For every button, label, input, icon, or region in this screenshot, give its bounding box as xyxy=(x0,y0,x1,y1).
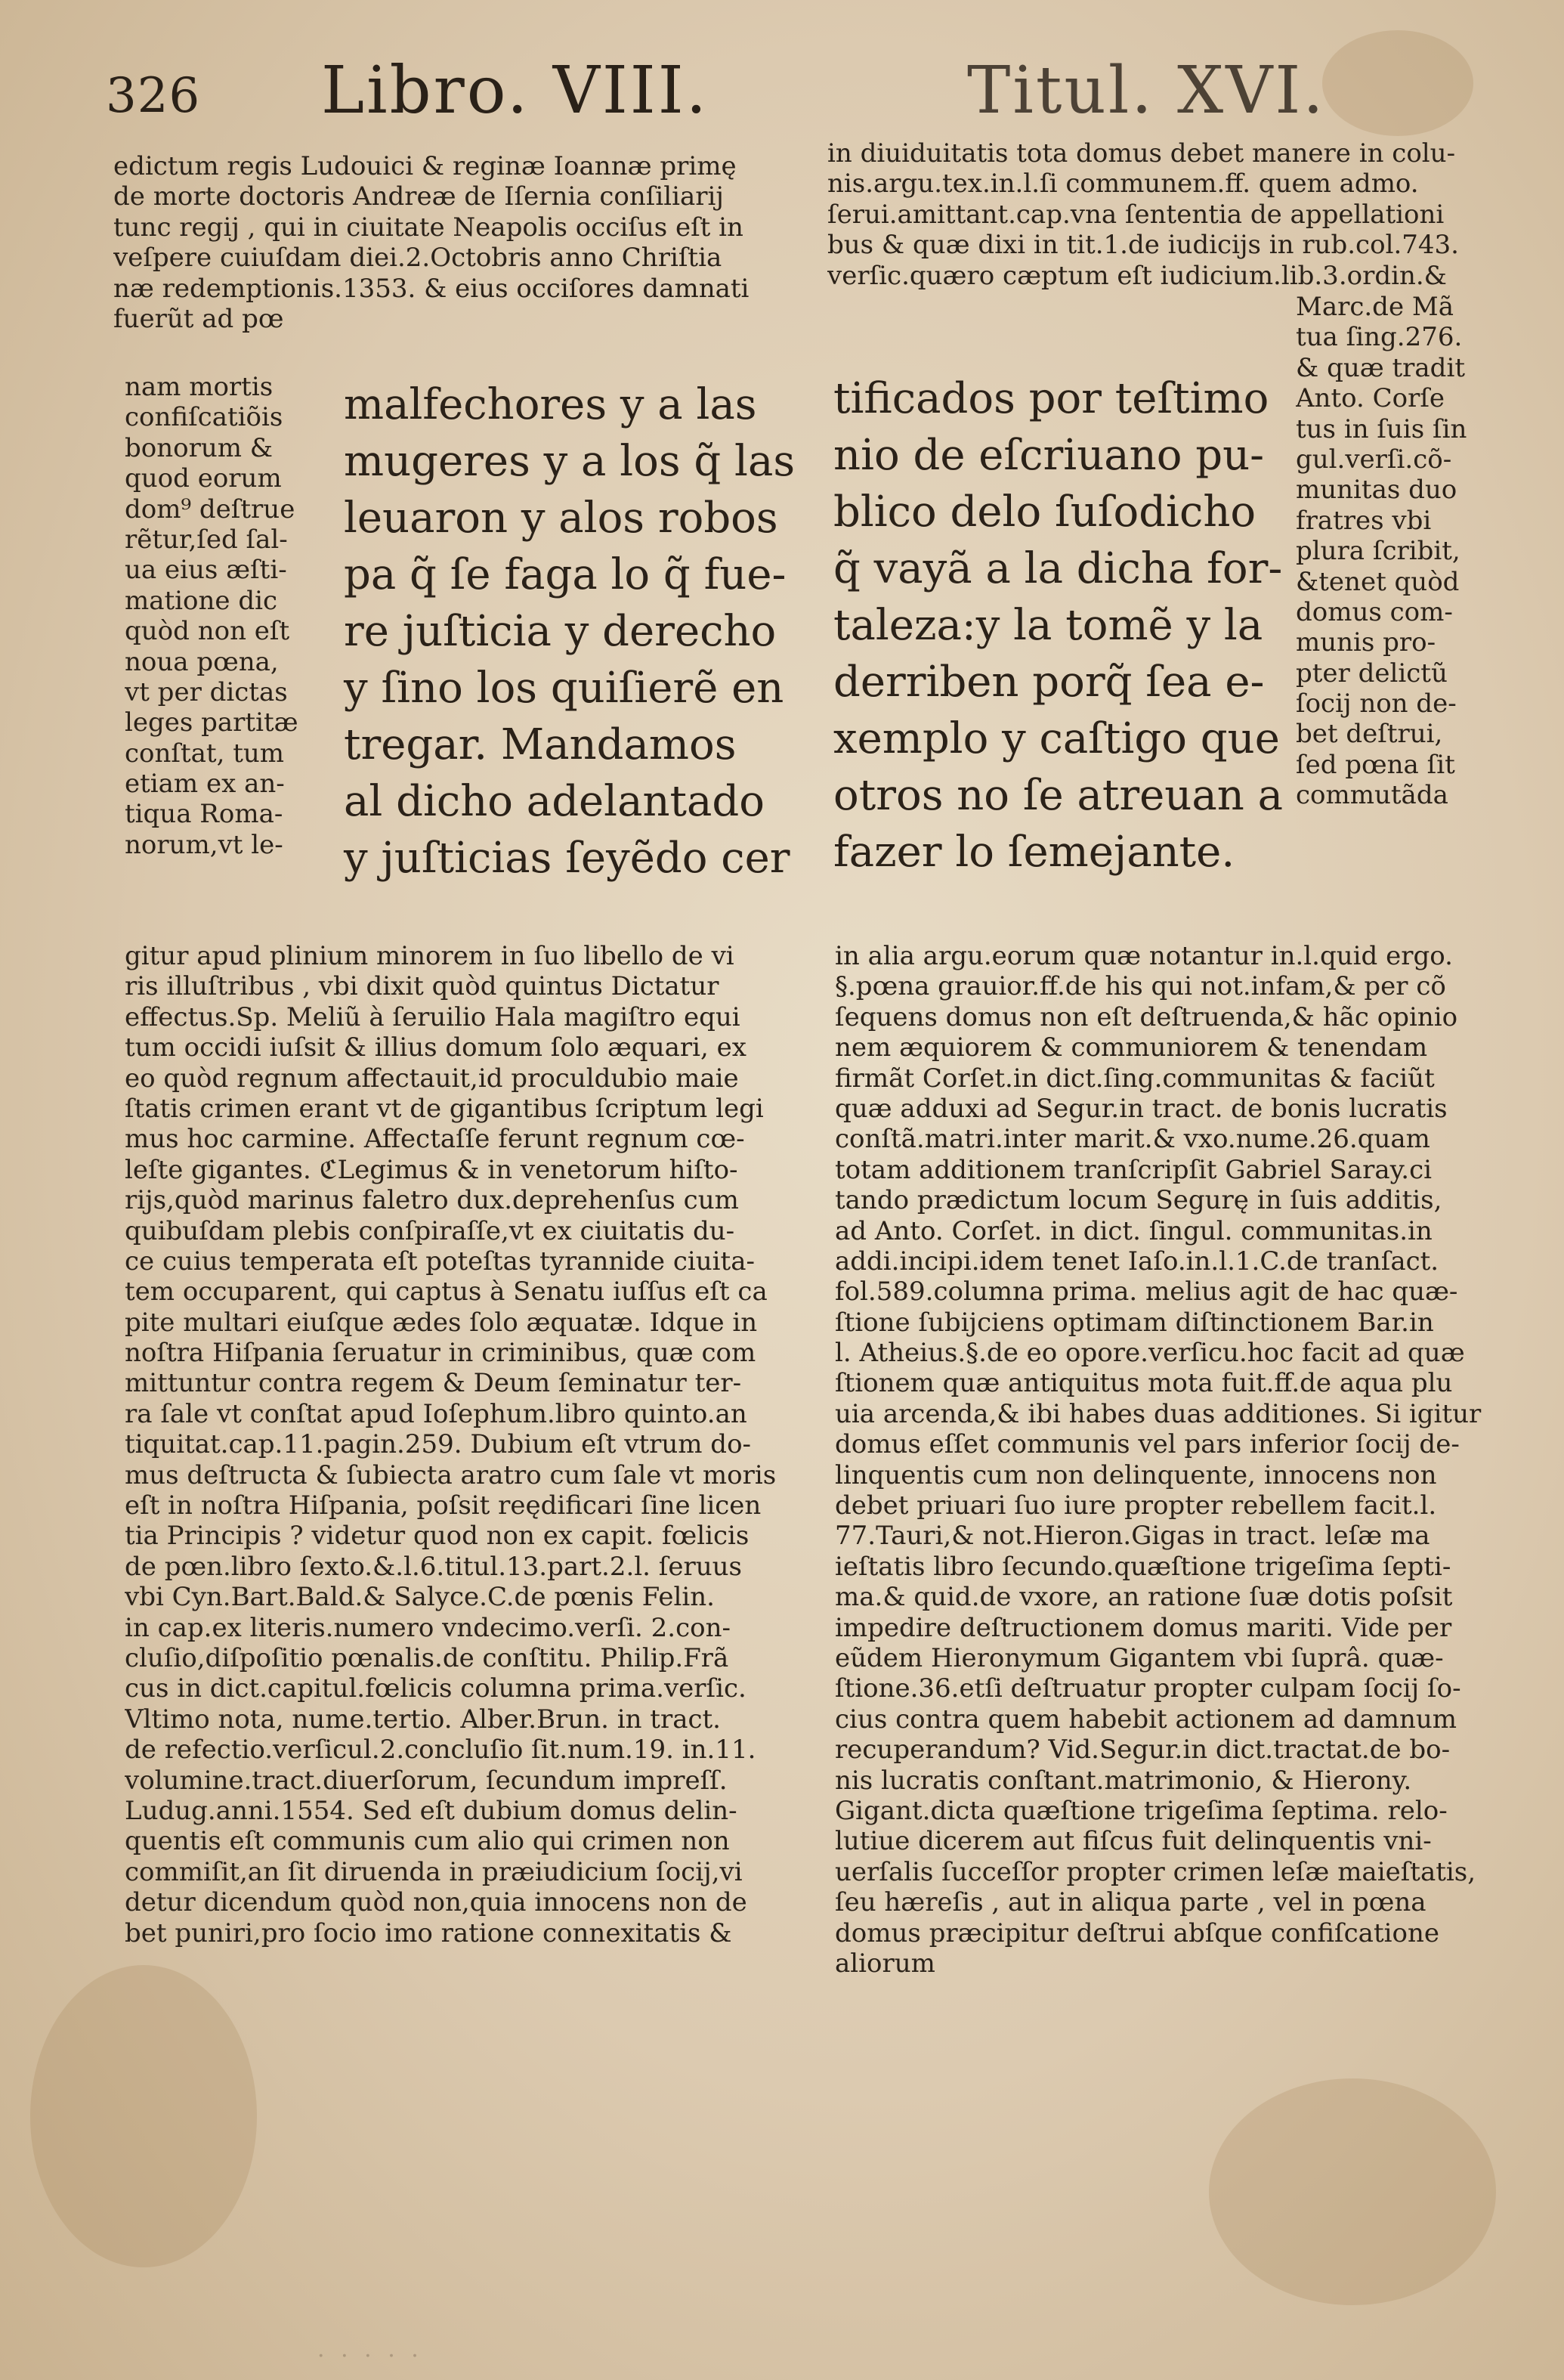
gloss-line: munis pro- xyxy=(1296,627,1436,658)
gloss-line: addi.incipi.idem tenet Iaſo.in.l.1.C.de tranſact. xyxy=(835,1246,1439,1277)
gloss-line: Ludug.anni.1554. Sed eſt dubium domus delin- xyxy=(125,1795,737,1826)
gloss-line: de refectio.verſicul.2.concluſio ſit.num.19. in.11. xyxy=(125,1735,756,1766)
gloss-line: ſtionem quæ antiquitus mota fuit.ff.de aqua plu xyxy=(835,1368,1453,1399)
gloss-line: nem æquiorem & communiorem & tenendam xyxy=(835,1032,1428,1063)
gloss-line: debet priuari ſuo iure propter rebellem facit.l. xyxy=(835,1490,1437,1521)
gloss-line: recuperandum? Vid.Segur.in dict.tractat.de bo- xyxy=(835,1735,1451,1766)
gloss-line: cius contra quem habebit actionem ad damnum xyxy=(835,1704,1457,1735)
gloss-line: noſtra Hiſpania ſeruatur in criminibus, quæ com xyxy=(125,1338,756,1369)
gloss-line: leſte gigantes. ℭLegimus & in venetorum hiſto- xyxy=(125,1154,738,1185)
main-text-line: taleza:y la tomẽ y la xyxy=(833,601,1263,650)
gloss-line: næ redemptionis.1353. & eius occiſores damnati xyxy=(113,273,750,304)
gloss-line: fuerũt ad pœ xyxy=(113,303,284,334)
gloss-line: dom⁹ deſtrue xyxy=(125,494,295,525)
gloss-line: edictum regis Ludouici & reginæ Ioannæ primę xyxy=(113,151,737,181)
gloss-line: in diuiduitatis tota domus debet manere in colu- xyxy=(827,138,1456,169)
main-text-line: leuaron y alos robos xyxy=(344,494,778,543)
gloss-line: gitur apud plinium minorem in ſuo libello de vi xyxy=(125,941,734,971)
left-side-gloss xyxy=(125,372,306,860)
gloss-line: verſic.quæro cæptum eſt iudicium.lib.3.ordin.& xyxy=(827,260,1447,291)
gloss-line: confiſcatiõis xyxy=(125,402,283,433)
gloss-line: uia arcenda,& ibi habes duas additiones. Si igitur xyxy=(835,1398,1482,1429)
gloss-line: tum occidi iuſsit & illius domum ſolo æquari, ex xyxy=(125,1032,746,1063)
gloss-line: gul.verſi.cõ- xyxy=(1296,444,1452,475)
gloss-line: bet puniri,pro ſocio imo ratione connexitatis & xyxy=(125,1917,732,1948)
main-text-line: y juſticias ſeyẽdo cer xyxy=(344,834,790,883)
gloss-line: aliorum xyxy=(835,1948,935,1979)
main-text-line: tificados por teſtimo xyxy=(833,374,1269,423)
paper-stain xyxy=(1209,2078,1496,2305)
gloss-line: totam additionem tranſcripſit Gabriel Saray.ci xyxy=(835,1154,1433,1185)
gloss-line: ſtione ſubijciens optimam diſtinctionem Bar.in xyxy=(835,1307,1434,1338)
main-text-line: blico delo ſuſodicho xyxy=(833,487,1256,537)
gloss-line: in alia argu.eorum quæ notantur in.l.quid ergo. xyxy=(835,941,1453,971)
gloss-line: cus in dict.capitul.fœlicis columna prima.verſic. xyxy=(125,1673,746,1704)
gloss-line: ſocij non de- xyxy=(1296,689,1457,720)
gloss-line: ſeu hæreſis , aut in aliqua parte , vel in pœna xyxy=(835,1887,1426,1918)
printer-marks: · · · · · xyxy=(317,2343,423,2369)
gloss-line: Anto. Corſe xyxy=(1296,383,1445,414)
main-text-line: otros no ſe atreuan a xyxy=(833,771,1283,820)
gloss-line: ſtatis crimen erant vt de gigantibus ſcriptum legi xyxy=(125,1093,764,1124)
gloss-line: mus hoc carmine. Affectaſſe ferunt regnum cœ- xyxy=(125,1124,745,1155)
gloss-line: tua ſing.276. xyxy=(1296,322,1463,353)
gloss-line: ſequens domus non eſt deſtruenda,& hãc opinio xyxy=(835,1001,1458,1032)
main-text-line: q̃ vayã a la dicha for- xyxy=(833,544,1283,593)
main-text-line: malfechores y a las xyxy=(344,380,757,429)
gloss-line: ſed pœna ſit xyxy=(1296,749,1455,780)
gloss-line: tem occuparent, qui captus à Senatu iuſſus eſt ca xyxy=(125,1277,768,1308)
gloss-line: cluſio,diſpoſitio pœnalis.de conſtitu. Philip.Frã xyxy=(125,1642,729,1673)
main-text-line: xemplo y caſtigo que xyxy=(833,714,1280,763)
gloss-line: commiſit,an ſit diruenda in præiudicium ſocij,vi xyxy=(125,1856,743,1887)
title-heading: Titul. XVI. xyxy=(967,53,1326,128)
gloss-line: nis.argu.tex.in.l.ſi communem.ff. quem admo. xyxy=(827,169,1419,200)
right-main-text xyxy=(833,370,1283,881)
gloss-line: matione dic xyxy=(125,585,278,616)
gloss-line: ua eius æſti- xyxy=(125,555,287,586)
gloss-line: tiquitat.cap.11.pagin.259. Dubium eſt vtrum do- xyxy=(125,1429,752,1460)
book-heading: Libro. VIII. xyxy=(321,53,709,128)
right-top-gloss xyxy=(827,138,1485,291)
gloss-line: pite multari eiuſque ædes ſolo æquatæ. Idque in xyxy=(125,1307,758,1338)
gloss-line: nis lucratis conſtant.matrimonio, & Hierony. xyxy=(835,1765,1412,1796)
gloss-line: fol.589.columna prima. melius agit de hac quæ- xyxy=(835,1277,1458,1308)
gloss-line: rijs,quòd marinus faletro dux.deprehenſus cum xyxy=(125,1185,739,1216)
gloss-line: tus in ſuis ſin xyxy=(1296,413,1467,444)
gloss-line: in cap.ex literis.numero vndecimo.verſi. 2.con- xyxy=(125,1612,731,1643)
gloss-line: pter delictũ xyxy=(1296,658,1448,689)
gloss-line: l. Atheius.§.de eo opore.verſicu.hoc facit ad quæ xyxy=(835,1338,1465,1369)
gloss-line: ieſtatis libro ſecundo.quæſtione trigeſima ſepti- xyxy=(835,1551,1451,1582)
gloss-line: ſtione.36.etſi deſtruatur propter culpam ſocij ſo- xyxy=(835,1673,1461,1704)
gloss-line: bet deſtrui, xyxy=(1296,719,1443,750)
gloss-line: mus deſtructa & ſubiecta aratro cum ſale vt moris xyxy=(125,1459,777,1490)
main-text-line: mugeres y a los q̃ las xyxy=(344,437,796,486)
gloss-line: conſtã.matri.inter marit.& vxo.nume.26.quam xyxy=(835,1124,1430,1155)
main-text-line: tregar. Mandamos xyxy=(344,720,737,769)
gloss-line: eo quòd regnum affectauit,id proculdubio maie xyxy=(125,1063,739,1094)
main-text-line: fazer lo ſemejante. xyxy=(833,828,1235,877)
gloss-line: volumine.tract.diuerſorum, ſecundum impreſſ. xyxy=(125,1765,728,1796)
main-text-line: pa q̃ ſe faga lo q̃ fue- xyxy=(344,550,787,599)
page-number: 326 xyxy=(106,68,201,124)
gloss-line: Marc.de Mã xyxy=(1296,292,1454,322)
gloss-line: tia Principis ? videtur quod non ex capit. fœlicis xyxy=(125,1521,750,1552)
gloss-line: conſtat, tum xyxy=(125,738,285,769)
gloss-line: de morte doctoris Andreæ de Iſernia conſiliarij xyxy=(113,181,724,212)
gloss-line: veſpere cuiuſdam diei.2.Octobris anno Chriſtia xyxy=(113,243,722,274)
gloss-line: noua pœna, xyxy=(125,646,279,677)
paper-stain xyxy=(30,1965,257,2267)
gloss-line: &tenet quòd xyxy=(1296,566,1460,597)
gloss-line: domus præcipitur deſtrui abſque confiſcatione xyxy=(835,1917,1439,1948)
gloss-line: munitas duo xyxy=(1296,475,1457,506)
gloss-line: uerſalis ſucceſſor propter crimen leſæ maieſtatis, xyxy=(835,1856,1476,1887)
running-header xyxy=(0,53,1564,136)
left-bottom-gloss xyxy=(125,941,782,1948)
gloss-line: eſt in noſtra Hiſpania, poſsit reędificari ſine licen xyxy=(125,1490,762,1521)
gloss-line: domus com- xyxy=(1296,596,1453,627)
gloss-line: vt per dictas xyxy=(125,676,288,707)
gloss-line: ma.& quid.de vxore, an ratione ſuæ dotis poſsit xyxy=(835,1582,1453,1613)
right-side-gloss xyxy=(1296,292,1485,811)
gloss-line: linquentis cum non delinquente, innocens non xyxy=(835,1459,1437,1490)
gloss-line: bus & quæ dixi in tit.1.de iudicijs in rub.col.743. xyxy=(827,230,1459,261)
gloss-line: bonorum & xyxy=(125,432,274,463)
gloss-line: Gigant.dicta quæſtione trigeſima ſeptima. relo- xyxy=(835,1795,1448,1826)
gloss-line: firmãt Corſet.in dict.ſing.communitas & faciũt xyxy=(835,1063,1435,1094)
gloss-line: Vltimo nota, nume.tertio. Alber.Brun. in tract. xyxy=(125,1704,721,1735)
gloss-line: vbi Cyn.Bart.Bald.& Salyce.C.de pœnis Felin. xyxy=(125,1582,715,1613)
gloss-line: detur dicendum quòd non,quia innocens non de xyxy=(125,1887,747,1918)
gloss-line: eũdem Hieronymum Gigantem vbi ſuprâ. quæ- xyxy=(835,1642,1444,1673)
gloss-line: 77.Tauri,& not.Hieron.Gigas in tract. leſæ ma xyxy=(835,1521,1430,1552)
gloss-line: domus eſſet communis vel pars inferior ſocij de- xyxy=(835,1429,1460,1460)
gloss-line: ce cuius temperata eſt poteſtas tyrannide ciuita- xyxy=(125,1246,755,1277)
gloss-line: fratres vbi xyxy=(1296,505,1432,536)
gloss-line: tando prædictum locum Segurę in ſuis additis, xyxy=(835,1185,1442,1216)
gloss-line: leges partitæ xyxy=(125,707,298,738)
gloss-line: ſerui.amittant.cap.vna ſententia de appellationi xyxy=(827,199,1445,230)
main-text-line: y ſino los quiſierẽ en xyxy=(344,664,784,713)
gloss-line: etiam ex an- xyxy=(125,769,285,800)
gloss-line: mittuntur contra regem & Deum ſeminatur ter- xyxy=(125,1368,742,1399)
main-text-line: nio de eſcriuano pu- xyxy=(833,431,1265,480)
gloss-line: effectus.Sp. Meliũ à ſeruilio Hala magiſtro equi xyxy=(125,1001,740,1032)
gloss-line: quentis eſt communis cum alio qui crimen non xyxy=(125,1826,730,1857)
gloss-line: tiqua Roma- xyxy=(125,799,283,830)
gloss-line: quòd non eſt xyxy=(125,616,290,647)
gloss-line: ad Anto. Corſet. in dict. ſingul. communitas.in xyxy=(835,1215,1433,1246)
gloss-line: nam mortis xyxy=(125,372,274,402)
gloss-line: §.pœna grauior.ff.de his qui not.infam,& per cõ xyxy=(835,971,1446,1002)
right-bottom-gloss xyxy=(835,941,1492,1979)
gloss-line: ris illuſtribus , vbi dixit quòd quintus Dictatur xyxy=(125,971,719,1002)
gloss-line: norum,vt le- xyxy=(125,829,283,860)
left-main-text xyxy=(344,376,796,887)
gloss-line: & quæ tradit xyxy=(1296,352,1465,383)
main-text-line: re juſticia y derecho xyxy=(344,607,777,656)
gloss-line: commutãda xyxy=(1296,780,1448,811)
gloss-line: impedire deſtructionem domus mariti. Vide per xyxy=(835,1612,1452,1643)
gloss-line: quæ adduxi ad Segur.in tract. de bonis lucratis xyxy=(835,1093,1448,1124)
gloss-line: quod eorum xyxy=(125,463,282,494)
main-text-line: al dicho adelantado xyxy=(344,777,765,826)
gloss-line: lutiue dicerem aut fiſcus fuit delinquentis vni- xyxy=(835,1826,1432,1857)
left-top-gloss xyxy=(113,151,771,334)
main-text-line: derriben porq̃ ſea e- xyxy=(833,658,1265,707)
gloss-line: rẽtur,ſed ſal- xyxy=(125,524,288,555)
gloss-line: de pœn.libro ſexto.&.l.6.titul.13.part.2.l. ſeruus xyxy=(125,1551,742,1582)
gloss-line: ra ſale vt conſtat apud Ioſephum.libro quinto.an xyxy=(125,1398,747,1429)
gloss-line: tunc regij , qui in ciuitate Neapolis occiſus eſt in xyxy=(113,212,743,243)
gloss-line: plura ſcribit, xyxy=(1296,536,1460,567)
gloss-line: quibuſdam plebis conſpiraſſe,vt ex ciuitatis du- xyxy=(125,1215,735,1246)
